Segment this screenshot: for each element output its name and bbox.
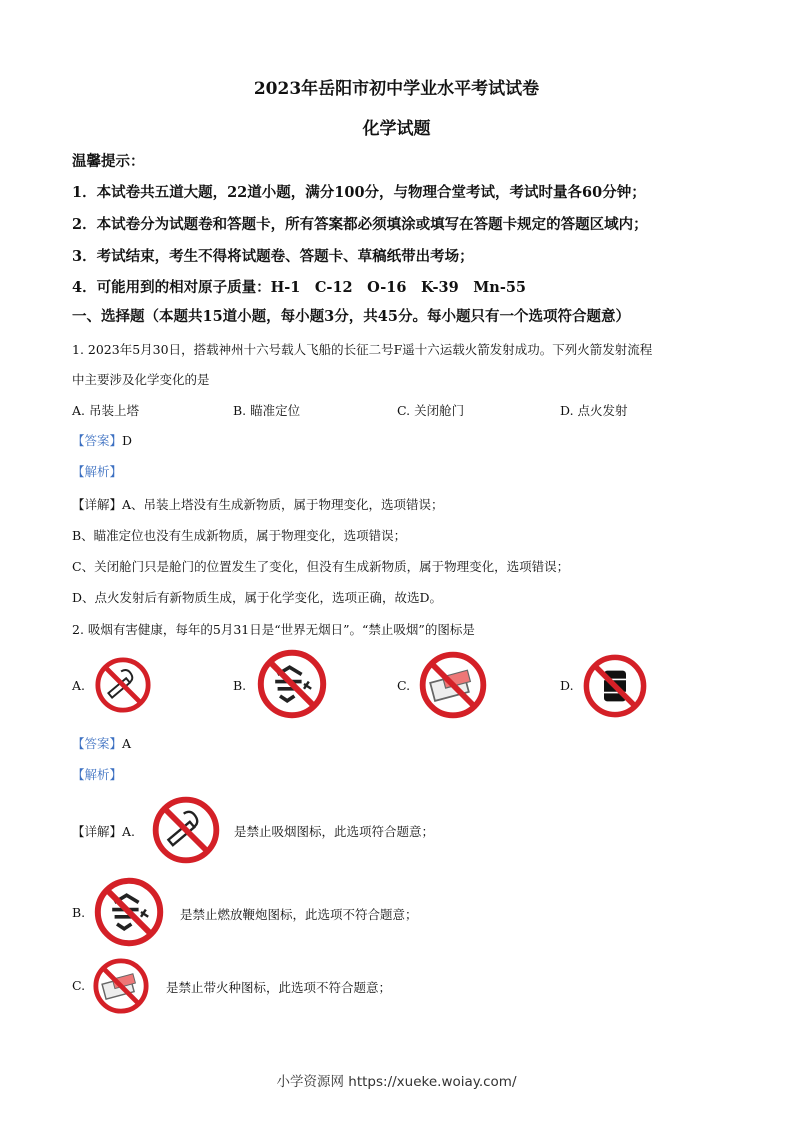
q2-option-d-label: D. bbox=[560, 678, 574, 693]
no-matches-icon bbox=[418, 650, 488, 720]
no-firecrackers-icon bbox=[256, 648, 328, 720]
notice-item: 2．本试卷分为试题卷和答题卡，所有答案都必须填涂或填写在答题卡规定的答题区域内； bbox=[72, 216, 648, 233]
q2-detail-a-prefix: 【详解】A. bbox=[72, 824, 136, 839]
no-smoking-icon bbox=[94, 656, 152, 714]
q1-detail: C、关闭舱门只是舱门的位置发生了变化，但没有生成新物质，属于物理变化，选项错误； bbox=[72, 559, 570, 574]
q1-option-a: A. 吊装上塔 bbox=[72, 403, 139, 418]
answer-value: D bbox=[122, 433, 133, 448]
q2-detail-b: 是禁止燃放鞭炮图标，此选项不符合题意； bbox=[180, 907, 418, 922]
no-smoking-icon bbox=[151, 795, 221, 865]
exam-title: 2023年岳阳市初中学业水平考试试卷 bbox=[253, 79, 540, 99]
answer-tag: 【答案】 bbox=[72, 433, 123, 448]
q1-analysis-tag: 【解析】 bbox=[72, 464, 123, 479]
q1-detail: 【详解】A、吊装上塔没有生成新物质，属于物理变化，选项错误； bbox=[72, 497, 444, 512]
no-firecrackers-icon bbox=[93, 876, 165, 948]
section-heading: 一、选择题（本题共15道小题，每小题3分，共45分。每小题只有一个选项符合题意） bbox=[72, 308, 630, 325]
no-matches-icon bbox=[92, 957, 150, 1015]
q1-stem: 1. 2023年5月30日，搭载神州十六号载人飞船的长征二号F遥十六运载火箭发射成功。下列火箭发射流程 bbox=[72, 342, 653, 357]
notice-item: 4．可能用到的相对原子质量：H-1 C-12 O-16 K-39 Mn-55 bbox=[72, 279, 527, 296]
notice-item: 1．本试卷共五道大题，22道小题，满分100分，与物理合堂考试，考试时量各60分钟； bbox=[72, 184, 646, 201]
q1-option-b: B. 瞄准定位 bbox=[233, 403, 301, 418]
footer-watermark: 小学资源网 https://xueke.woiay.com/ bbox=[276, 1074, 517, 1090]
q1-option-d: D. 点火发射 bbox=[560, 403, 628, 418]
q2-stem: 2. 吸烟有害健康，每年的5月31日是“世界无烟日”。“禁止吸烟”的图标是 bbox=[72, 622, 475, 637]
notice-heading: 温馨提示： bbox=[72, 153, 145, 170]
q2-option-a-label: A. bbox=[72, 678, 86, 693]
q2-answer bbox=[72, 734, 131, 752]
q2-option-c-label: C. bbox=[397, 678, 411, 693]
q2-analysis-tag: 【解析】 bbox=[72, 767, 123, 782]
q1-stem-cont: 中主要涉及化学变化的是 bbox=[72, 372, 210, 387]
notice-item: 3．考试结束，考生不得将试题卷、答题卡、草稿纸带出考场； bbox=[72, 248, 474, 265]
no-oil-drum-icon bbox=[582, 653, 648, 719]
q2-detail-b-prefix: B. bbox=[72, 905, 86, 920]
q2-detail-a: 是禁止吸烟图标，此选项符合题意； bbox=[234, 824, 435, 839]
q1-detail: D、点火发射后有新物质生成，属于化学变化，选项正确，故选D。 bbox=[72, 590, 443, 605]
q2-option-b-label: B. bbox=[233, 678, 247, 693]
q1-detail: B、瞄准定位也没有生成新物质，属于物理变化，选项错误； bbox=[72, 528, 407, 543]
q2-detail-c: 是禁止带火种图标，此选项不符合题意； bbox=[166, 980, 392, 995]
q2-detail-c-prefix: C. bbox=[72, 978, 86, 993]
answer-tag: 【答案】 bbox=[72, 736, 123, 751]
exam-subtitle: 化学试题 bbox=[362, 119, 431, 139]
q1-option-c: C. 关闭舱门 bbox=[397, 403, 465, 418]
answer-value: A bbox=[122, 736, 132, 751]
q1-answer bbox=[72, 431, 132, 449]
